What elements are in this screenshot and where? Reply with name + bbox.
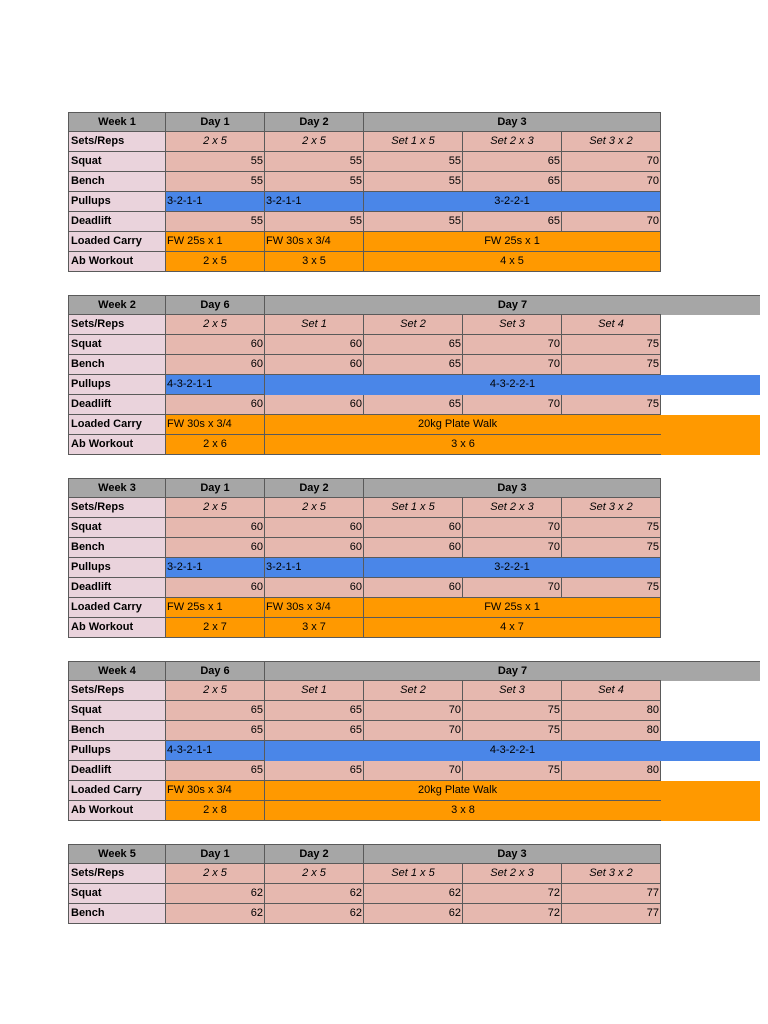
sets-reps-cell: 2 x 5 [265,498,364,518]
sets-reps-cell: 2 x 5 [265,864,364,884]
bench-value: 55 [166,172,265,192]
row-label-squat: Squat [68,152,166,172]
sets-reps-cell: Set 3 x 2 [562,864,661,884]
day-header: Day 1 [166,844,265,864]
day-header: Day 2 [265,478,364,498]
loaded-carry-cell: FW 30s x 3/4 [265,232,364,252]
loaded-carry-cell: FW 25s x 1 [364,232,661,252]
week-table [0,295,768,459]
squat-value: 62 [166,884,265,904]
bench-value: 62 [265,904,364,924]
sets-reps-cell: 2 x 5 [166,498,265,518]
squat-value: 60 [265,518,364,538]
pullups-scheme: 3-2-2-1 [364,558,661,578]
row-label-ab: Ab Workout [68,252,166,272]
week-header: Week 4 [68,661,166,681]
squat-value: 70 [562,152,661,172]
squat-value: 55 [265,152,364,172]
row-label-sets: Sets/Reps [68,132,166,152]
row-label-pullups: Pullups [68,375,166,395]
sets-reps-cell: 2 x 5 [166,315,265,335]
row-label-squat: Squat [68,518,166,538]
sets-reps-cell: Set 2 x 3 [463,864,562,884]
deadlift-value: 55 [265,212,364,232]
deadlift-value: 75 [562,578,661,598]
row-label-pullups: Pullups [68,558,166,578]
row-label-bench: Bench [68,538,166,558]
deadlift-value: 65 [463,212,562,232]
week-header: Week 5 [68,844,166,864]
bench-value: 62 [364,904,463,924]
ab-workout-cell: 2 x 6 [166,435,265,455]
sets-reps-cell: Set 1 x 5 [364,132,463,152]
day-header: Day 3 [364,478,661,498]
sets-reps-cell: Set 1 x 5 [364,864,463,884]
sets-reps-cell: Set 1 [265,315,364,335]
ab-workout-cell: 2 x 7 [166,618,265,638]
bench-value: 77 [562,904,661,924]
squat-value: 60 [166,518,265,538]
day-header: Day 6 [166,661,265,681]
squat-value: 55 [364,152,463,172]
week-header: Week 1 [68,112,166,132]
ab-workout-cell: 2 x 8 [166,801,265,821]
sets-reps-cell: 2 x 5 [166,681,265,701]
row-label-deadlift: Deadlift [68,578,166,598]
deadlift-value: 75 [562,395,661,415]
bench-value: 60 [265,355,364,375]
row-label-sets: Sets/Reps [68,681,166,701]
sets-reps-cell: Set 2 x 3 [463,132,562,152]
bench-value: 65 [364,355,463,375]
squat-value: 75 [562,518,661,538]
row-label-deadlift: Deadlift [68,761,166,781]
pullups-scheme: 3-2-2-1 [364,192,661,212]
week-table [0,661,768,825]
squat-value: 62 [265,884,364,904]
squat-value: 55 [166,152,265,172]
bench-value: 70 [364,721,463,741]
squat-value: 75 [463,701,562,721]
sets-reps-cell: Set 1 [265,681,364,701]
ab-workout-cell: 3 x 7 [265,618,364,638]
bench-value: 75 [562,355,661,375]
row-label-pullups: Pullups [68,192,166,212]
row-label-squat: Squat [68,884,166,904]
row-label-carry: Loaded Carry [68,781,166,801]
squat-value: 65 [265,701,364,721]
squat-value: 60 [265,335,364,355]
row-label-squat: Squat [68,335,166,355]
row-label-deadlift: Deadlift [68,395,166,415]
pullups-scheme: 4-3-2-2-1 [265,741,760,761]
sets-reps-cell: Set 2 [364,315,463,335]
row-label-ab: Ab Workout [68,801,166,821]
day-header: Day 2 [265,112,364,132]
deadlift-value: 70 [463,395,562,415]
deadlift-value: 70 [562,212,661,232]
row-label-deadlift: Deadlift [68,212,166,232]
deadlift-value: 65 [364,395,463,415]
loaded-carry-cell: 20kg Plate Walk [265,415,760,455]
loaded-carry-cell: FW 25s x 1 [166,232,265,252]
sets-reps-cell: Set 1 x 5 [364,498,463,518]
sets-reps-cell: 2 x 5 [265,132,364,152]
bench-value: 75 [562,538,661,558]
row-label-ab: Ab Workout [68,618,166,638]
day-header: Day 2 [265,844,364,864]
sets-reps-cell: Set 2 x 3 [463,498,562,518]
pullups-scheme: 4-3-2-2-1 [265,375,760,395]
loaded-carry-cell: FW 30s x 3/4 [265,598,364,618]
ab-workout-cell: 3 x 8 [265,801,661,821]
squat-value: 60 [166,335,265,355]
pullups-scheme: 4-3-2-1-1 [166,375,265,395]
sets-reps-cell: Set 3 [463,681,562,701]
day-header: Day 6 [166,295,265,315]
row-label-squat: Squat [68,701,166,721]
pullups-scheme: 3-2-1-1 [265,192,364,212]
day-header: Day 7 [265,295,760,315]
loaded-carry-cell: FW 25s x 1 [166,598,265,618]
week-table [0,112,768,276]
pullups-scheme: 3-2-1-1 [166,558,265,578]
deadlift-value: 60 [265,395,364,415]
deadlift-value: 60 [166,578,265,598]
ab-workout-cell: 3 x 6 [265,435,661,455]
sets-reps-cell: Set 3 x 2 [562,132,661,152]
squat-value: 75 [562,335,661,355]
deadlift-value: 65 [265,761,364,781]
pullups-scheme: 3-2-1-1 [166,192,265,212]
deadlift-value: 75 [463,761,562,781]
day-header: Day 3 [364,844,661,864]
squat-value: 65 [463,152,562,172]
squat-value: 65 [166,701,265,721]
bench-value: 70 [463,355,562,375]
week-header: Week 2 [68,295,166,315]
day-header: Day 7 [265,661,760,681]
deadlift-value: 60 [265,578,364,598]
squat-value: 65 [364,335,463,355]
row-label-bench: Bench [68,721,166,741]
squat-value: 70 [463,518,562,538]
row-label-bench: Bench [68,904,166,924]
sets-reps-cell: Set 3 x 2 [562,498,661,518]
week-table [0,478,768,642]
sets-reps-cell: Set 4 [562,315,661,335]
bench-value: 60 [166,355,265,375]
row-label-sets: Sets/Reps [68,315,166,335]
day-header: Day 1 [166,112,265,132]
loaded-carry-cell: 20kg Plate Walk [265,781,760,821]
sets-reps-cell: Set 3 [463,315,562,335]
deadlift-value: 60 [166,395,265,415]
row-label-bench: Bench [68,355,166,375]
bench-value: 65 [166,721,265,741]
deadlift-value: 70 [364,761,463,781]
bench-value: 75 [463,721,562,741]
row-label-carry: Loaded Carry [68,415,166,435]
loaded-carry-cell: FW 30s x 3/4 [166,781,265,801]
squat-value: 62 [364,884,463,904]
row-label-carry: Loaded Carry [68,232,166,252]
squat-value: 80 [562,701,661,721]
row-label-carry: Loaded Carry [68,598,166,618]
loaded-carry-cell: FW 25s x 1 [364,598,661,618]
sets-reps-cell: Set 2 [364,681,463,701]
sets-reps-cell: 2 x 5 [166,132,265,152]
bench-value: 65 [463,172,562,192]
bench-value: 60 [166,538,265,558]
ab-workout-cell: 4 x 7 [364,618,661,638]
bench-value: 70 [463,538,562,558]
row-label-pullups: Pullups [68,741,166,761]
bench-value: 55 [265,172,364,192]
week-table [0,844,768,1008]
squat-value: 72 [463,884,562,904]
deadlift-value: 55 [364,212,463,232]
squat-value: 70 [364,701,463,721]
row-label-sets: Sets/Reps [68,498,166,518]
bench-value: 60 [364,538,463,558]
ab-workout-cell: 4 x 5 [364,252,661,272]
week-header: Week 3 [68,478,166,498]
day-header: Day 1 [166,478,265,498]
bench-value: 60 [265,538,364,558]
bench-value: 62 [166,904,265,924]
row-label-bench: Bench [68,172,166,192]
row-label-ab: Ab Workout [68,435,166,455]
deadlift-value: 60 [364,578,463,598]
squat-value: 77 [562,884,661,904]
bench-value: 80 [562,721,661,741]
pullups-scheme: 3-2-1-1 [265,558,364,578]
deadlift-value: 55 [166,212,265,232]
squat-value: 70 [463,335,562,355]
bench-value: 65 [265,721,364,741]
loaded-carry-cell: FW 30s x 3/4 [166,415,265,435]
sets-reps-cell: Set 4 [562,681,661,701]
bench-value: 70 [562,172,661,192]
deadlift-value: 65 [166,761,265,781]
pullups-scheme: 4-3-2-1-1 [166,741,265,761]
bench-value: 72 [463,904,562,924]
row-label-sets: Sets/Reps [68,864,166,884]
ab-workout-cell: 2 x 5 [166,252,265,272]
ab-workout-cell: 3 x 5 [265,252,364,272]
deadlift-value: 80 [562,761,661,781]
day-header: Day 3 [364,112,661,132]
deadlift-value: 70 [463,578,562,598]
sets-reps-cell: 2 x 5 [166,864,265,884]
bench-value: 55 [364,172,463,192]
squat-value: 60 [364,518,463,538]
